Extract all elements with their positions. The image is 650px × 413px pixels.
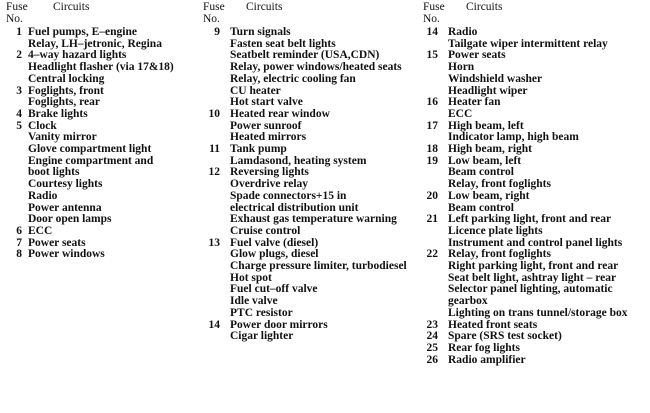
fuse-number: 16 <box>426 96 438 109</box>
circuit-line: Exhaust gas temperature warning <box>230 213 397 226</box>
fuse-entry <box>423 144 648 156</box>
no-header: No. <box>6 13 23 25</box>
circuit-line: Radio amplifier <box>448 353 526 366</box>
fuse-entry <box>423 97 648 120</box>
circuit-line: CU heater <box>230 84 281 97</box>
fuse-column-1 <box>6 2 206 261</box>
fuse-number: 24 <box>426 330 438 343</box>
circuit-list <box>28 109 206 121</box>
fuse-entry <box>6 226 206 238</box>
circuit-line: Power seats <box>448 49 506 62</box>
circuit-list <box>230 238 418 320</box>
circuit-line: Overdrive relay <box>230 178 309 191</box>
circuit-line: Hot start valve <box>230 96 303 109</box>
circuit-line: Seat belt light, ashtray light – rear <box>448 271 617 284</box>
circuit-line: High beam, right <box>448 143 533 156</box>
circuit-line: electrical distribution unit <box>230 201 359 214</box>
circuit-line: Tank pump <box>230 143 287 156</box>
circuit-list <box>448 144 648 156</box>
fuse-number: 7 <box>16 236 22 249</box>
fuse-entry <box>6 249 206 261</box>
fuse-entry <box>6 121 206 226</box>
circuit-line: Fuel pumps, E–engine <box>28 26 137 38</box>
fuse-number: 18 <box>426 143 438 156</box>
circuit-list <box>230 109 418 144</box>
circuit-list <box>448 97 648 120</box>
circuit-line: Fuel cut–off valve <box>230 283 318 296</box>
fuse-number: 13 <box>208 236 220 249</box>
circuit-list <box>28 121 206 226</box>
fuse-number: 10 <box>208 107 220 120</box>
circuit-list <box>28 50 206 85</box>
circuits-header: Circuits <box>466 1 503 13</box>
fuse-header: Fuse <box>203 1 225 13</box>
fuse-entry <box>203 27 418 109</box>
circuit-line: Courtesy lights <box>28 178 103 191</box>
circuit-list <box>448 249 648 319</box>
circuit-line: Relay, front foglights <box>448 178 551 191</box>
circuit-line: Spade connectors+15 in <box>230 189 347 202</box>
circuit-line: Power antenna <box>28 201 102 214</box>
fuse-list <box>203 27 418 343</box>
circuit-line: Relay, power windows/heated seats <box>230 61 402 74</box>
circuit-line: Door open lamps <box>28 213 112 226</box>
circuit-line: Power windows <box>28 248 105 261</box>
circuit-line: Power seats <box>28 236 86 249</box>
fuse-number: 9 <box>214 26 220 38</box>
circuit-line: High beam, left <box>448 119 524 132</box>
fuse-number: 14 <box>426 26 438 38</box>
circuit-list <box>448 355 648 367</box>
circuit-line: Lighting on trans tunnel/storage box <box>448 306 628 319</box>
fuse-number: 5 <box>16 119 22 132</box>
circuit-line: Beam control <box>448 201 514 214</box>
circuit-line: Vanity mirror <box>28 131 97 144</box>
circuit-line: Selector panel lighting, automatic <box>448 283 613 296</box>
circuit-list <box>28 27 206 50</box>
fuse-list <box>6 27 206 261</box>
circuit-line: Relay, front foglights <box>448 248 551 261</box>
fuse-number: 26 <box>426 353 438 366</box>
fuse-entry <box>423 355 648 367</box>
fuse-entry <box>6 50 206 85</box>
fuse-number: 3 <box>16 84 22 97</box>
fuse-number: 6 <box>16 224 22 237</box>
circuit-line: gearbox <box>448 295 488 308</box>
circuit-line: Headlight wiper <box>448 84 528 97</box>
circuit-line: Left parking light, front and rear <box>448 213 612 226</box>
fuse-entry <box>203 238 418 320</box>
fuse-number: 25 <box>426 341 438 354</box>
fuse-entry <box>423 50 648 97</box>
circuit-line: Reversing lights <box>230 166 309 179</box>
fuse-number: 21 <box>426 213 438 226</box>
circuit-line: Charge pressure limiter, turbodiesel <box>230 260 407 273</box>
fuse-entry <box>423 343 648 355</box>
fuse-entry <box>203 109 418 144</box>
circuit-line: Power sunroof <box>230 119 302 132</box>
circuit-line: Clock <box>28 119 57 132</box>
circuit-list <box>28 249 206 261</box>
no-header: No. <box>423 13 440 25</box>
fuse-header: Fuse <box>6 1 28 13</box>
circuit-line: Foglights, rear <box>28 96 100 109</box>
fuse-number: 8 <box>16 248 22 261</box>
fuse-header: Fuse <box>423 1 445 13</box>
circuit-list <box>448 214 648 249</box>
fuse-number: 14 <box>208 318 220 331</box>
circuit-line: Spare (SRS test socket) <box>448 330 562 343</box>
circuit-line: Tailgate wiper intermittent relay <box>448 37 608 50</box>
fuse-number: 17 <box>426 119 438 132</box>
circuit-list <box>230 167 418 237</box>
circuit-list <box>448 50 648 97</box>
fuse-number: 1 <box>16 26 22 38</box>
column-header <box>203 2 418 27</box>
circuit-line: Indicator lamp, high beam <box>448 131 579 144</box>
fuse-number: 12 <box>208 166 220 179</box>
circuit-line: Right parking light, front and rear <box>448 260 619 273</box>
fuse-number: 4 <box>16 107 22 120</box>
circuit-line: Brake lights <box>28 107 88 120</box>
circuits-header: Circuits <box>53 1 90 13</box>
circuit-list <box>230 27 418 109</box>
circuit-line: Cruise control <box>230 224 301 237</box>
circuit-line: 4–way hazard lights <box>28 49 127 62</box>
circuits-header: Circuits <box>246 1 283 13</box>
circuit-line: Glove compartment light <box>28 143 152 156</box>
circuit-list <box>448 156 648 191</box>
fuse-entry <box>423 191 648 214</box>
circuit-line: Central locking <box>28 72 105 85</box>
circuit-line: Low beam, right <box>448 189 530 202</box>
circuit-line: Turn signals <box>230 26 291 38</box>
fuse-entry <box>203 320 418 343</box>
circuit-line: ECC <box>28 224 53 237</box>
fuse-number: 22 <box>426 248 438 261</box>
circuit-line: boot lights <box>28 166 80 179</box>
circuit-line: Heater fan <box>448 96 501 109</box>
fuse-entry <box>423 156 648 191</box>
fuse-list <box>423 27 648 366</box>
column-header <box>423 2 648 27</box>
circuit-list <box>448 27 648 50</box>
circuit-line: Low beam, left <box>448 154 522 167</box>
fuse-column-2 <box>203 2 418 343</box>
circuit-line: Power door mirrors <box>230 318 328 331</box>
circuit-line: Horn <box>448 61 475 74</box>
circuit-line: Engine compartment and <box>28 154 154 167</box>
circuit-line: Lamdasond, heating system <box>230 154 367 167</box>
circuit-line: Headlight flasher (via 17&18) <box>28 61 174 74</box>
circuit-line: Hot spot <box>230 271 272 284</box>
circuit-line: Relay, LH–jetronic, Regina <box>28 37 162 50</box>
circuit-line: PTC resistor <box>230 306 293 319</box>
fuse-entry <box>423 249 648 319</box>
circuit-list <box>448 121 648 144</box>
fuse-entry <box>6 27 206 50</box>
circuit-line: Heated mirrors <box>230 131 307 144</box>
fuse-number: 23 <box>426 318 438 331</box>
fuse-number: 19 <box>426 154 438 167</box>
circuit-line: Idle valve <box>230 295 278 308</box>
no-header: No. <box>203 13 220 25</box>
circuit-list <box>448 343 648 355</box>
fuse-entry <box>203 144 418 167</box>
fuse-entry <box>423 214 648 249</box>
fuse-column-3 <box>423 2 648 366</box>
circuit-line: Windshield washer <box>448 72 543 85</box>
circuit-line: Relay, electric cooling fan <box>230 72 356 85</box>
circuit-list <box>28 226 206 238</box>
circuit-line: Heated front seats <box>448 318 538 331</box>
circuit-line: Glow plugs, diesel <box>230 248 319 261</box>
circuit-line: ECC <box>448 107 473 120</box>
fuse-entry <box>423 27 648 50</box>
fuse-number: 20 <box>426 189 438 202</box>
circuit-line: Heated rear window <box>230 107 330 120</box>
fuse-number: 15 <box>426 49 438 62</box>
circuit-list <box>448 191 648 214</box>
fuse-entry <box>6 86 206 109</box>
circuit-line: Seatbelt reminder (USA,CDN) <box>230 49 380 62</box>
fuse-number: 11 <box>209 143 220 156</box>
circuit-line: Foglights, front <box>28 84 104 97</box>
column-header <box>6 2 206 27</box>
circuit-line: Beam control <box>448 166 514 179</box>
circuit-line: Fasten seat belt lights <box>230 37 336 50</box>
fuse-entry <box>423 121 648 144</box>
circuit-list <box>28 86 206 109</box>
circuit-line: Instrument and control panel lights <box>448 236 623 249</box>
circuit-line: Fuel valve (diesel) <box>230 236 319 249</box>
circuit-line: Radio <box>448 26 478 38</box>
circuit-list <box>230 320 418 343</box>
circuit-line: Rear fog lights <box>448 341 520 354</box>
fuse-entry <box>203 167 418 237</box>
circuit-line: Radio <box>28 189 58 202</box>
fuse-number: 2 <box>16 49 22 62</box>
circuit-line: Licence plate lights <box>448 224 543 237</box>
fuse-entry <box>6 109 206 121</box>
circuit-line: Cigar lighter <box>230 330 294 343</box>
circuit-list <box>230 144 418 167</box>
